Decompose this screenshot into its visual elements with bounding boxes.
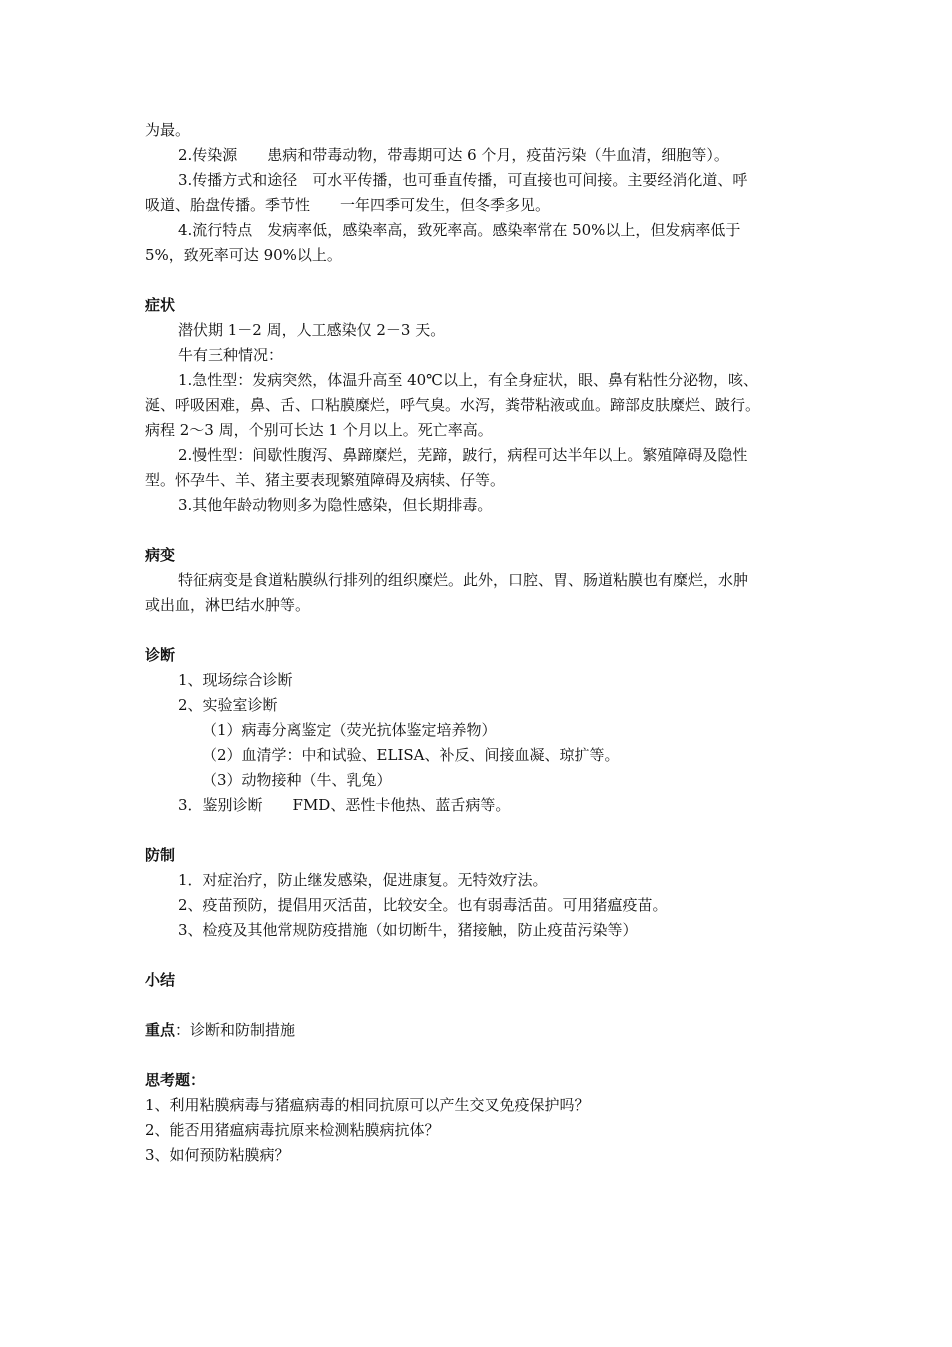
other-ages-line: 3.其他年龄动物则多为隐性感染，但长期排毒。: [178, 496, 493, 514]
diagnosis-item-3: 3．鉴别诊断 FMD、恶性卡他热、蓝舌病等。: [178, 796, 511, 814]
diagnosis-heading: 诊断: [145, 646, 176, 664]
acute-line3: 病程 2～3 周，个别可长达 1 个月以上。死亡率高。: [145, 421, 493, 439]
question-2: 2、能否用猪瘟病毒抗原来检测粘膜病抗体？: [145, 1121, 440, 1139]
lesions-line2: 或出血，淋巴结水肿等。: [145, 596, 311, 614]
lesions-line1: 特征病变是食道粘膜纵行排列的组织糜烂。此外，口腔、胃、肠道粘膜也有糜烂，水肿: [178, 571, 749, 589]
diagnosis-sub-3: （3）动物接种（牛、乳兔）: [202, 771, 392, 789]
symptoms-heading: 症状: [145, 296, 176, 314]
prevention-item-3: 3、检疫及其他常规防疫措施（如切断牛，猪接触，防止疫苗污染等）: [178, 921, 638, 939]
transmission-paragraph-line1: 3.传播方式和途径 可水平传播，也可垂直传播，可直接也可间接。主要经消化道、呼: [178, 171, 748, 189]
question-3: 3、如何预防粘膜病？: [145, 1146, 290, 1164]
epidemic-paragraph-line2: 5%，致死率可达 90%以上。: [145, 246, 342, 264]
summary-heading: 小结: [145, 971, 176, 989]
question-1: 1、利用粘膜病毒与猪瘟病毒的相同抗原可以产生交叉免疫保护吗？: [145, 1096, 590, 1114]
cattle-cases-line: 牛有三种情况：: [178, 346, 284, 364]
incubation-line: 潜伏期 1－2 周，人工感染仅 2－3 天。: [178, 321, 446, 339]
acute-line1: 1.急性型：发病突然，体温升高至 40℃以上，有全身症状，眼、鼻有粘性分泌物，咳、: [178, 371, 758, 389]
source-paragraph: 2.传染源 患病和带毒动物，带毒期可达 6 个月，疫苗污染（牛血清，细胞等）。: [178, 146, 729, 164]
questions-heading: 思考题：: [145, 1071, 206, 1089]
diagnosis-sub-1: （1）病毒分离鉴定（荧光抗体鉴定培养物）: [202, 721, 497, 739]
prevention-heading: 防制: [145, 846, 176, 864]
prevention-item-2: 2、疫苗预防，提倡用灭活苗，比较安全。也有弱毒活苗。可用猪瘟疫苗。: [178, 896, 668, 914]
diagnosis-item-2: 2、实验室诊断: [178, 696, 278, 714]
chronic-line2: 型。怀孕牛、羊、猪主要表现繁殖障碍及病犊、仔等。: [145, 471, 506, 489]
epidemic-paragraph-line1: 4.流行特点 发病率低，感染率高，致死率高。感染率常在 50%以上，但发病率低于: [178, 221, 741, 239]
document-page: [145, 118, 815, 1168]
diagnosis-sub-2: （2）血清学：中和试验、ELISA、补反、间接血凝、琼扩等。: [202, 746, 620, 764]
prevention-item-1: 1．对症治疗，防止继发感染，促进康复。无特效疗法。: [178, 871, 548, 889]
intro-continuation: 为最。: [145, 121, 191, 139]
acute-line2: 涎、呼吸困难，鼻、舌、口粘膜糜烂，呼气臭。水泻，粪带粘液或血。蹄部皮肤糜烂、跛行。: [145, 396, 761, 414]
diagnosis-item-1: 1、现场综合诊断: [178, 671, 293, 689]
transmission-paragraph-line2: 吸道、胎盘传播。季节性 一年四季可发生，但冬季多见。: [145, 196, 551, 214]
key-points-text: ：诊断和防制措施: [175, 1021, 296, 1039]
key-points-label: 重点: [145, 1021, 176, 1039]
lesions-heading: 病变: [145, 546, 176, 564]
chronic-line1: 2.慢性型：间歇性腹泻、鼻蹄糜烂，芜蹄，跛行，病程可达半年以上。繁殖障碍及隐性: [178, 446, 748, 464]
key-points-line: [145, 1018, 815, 1043]
